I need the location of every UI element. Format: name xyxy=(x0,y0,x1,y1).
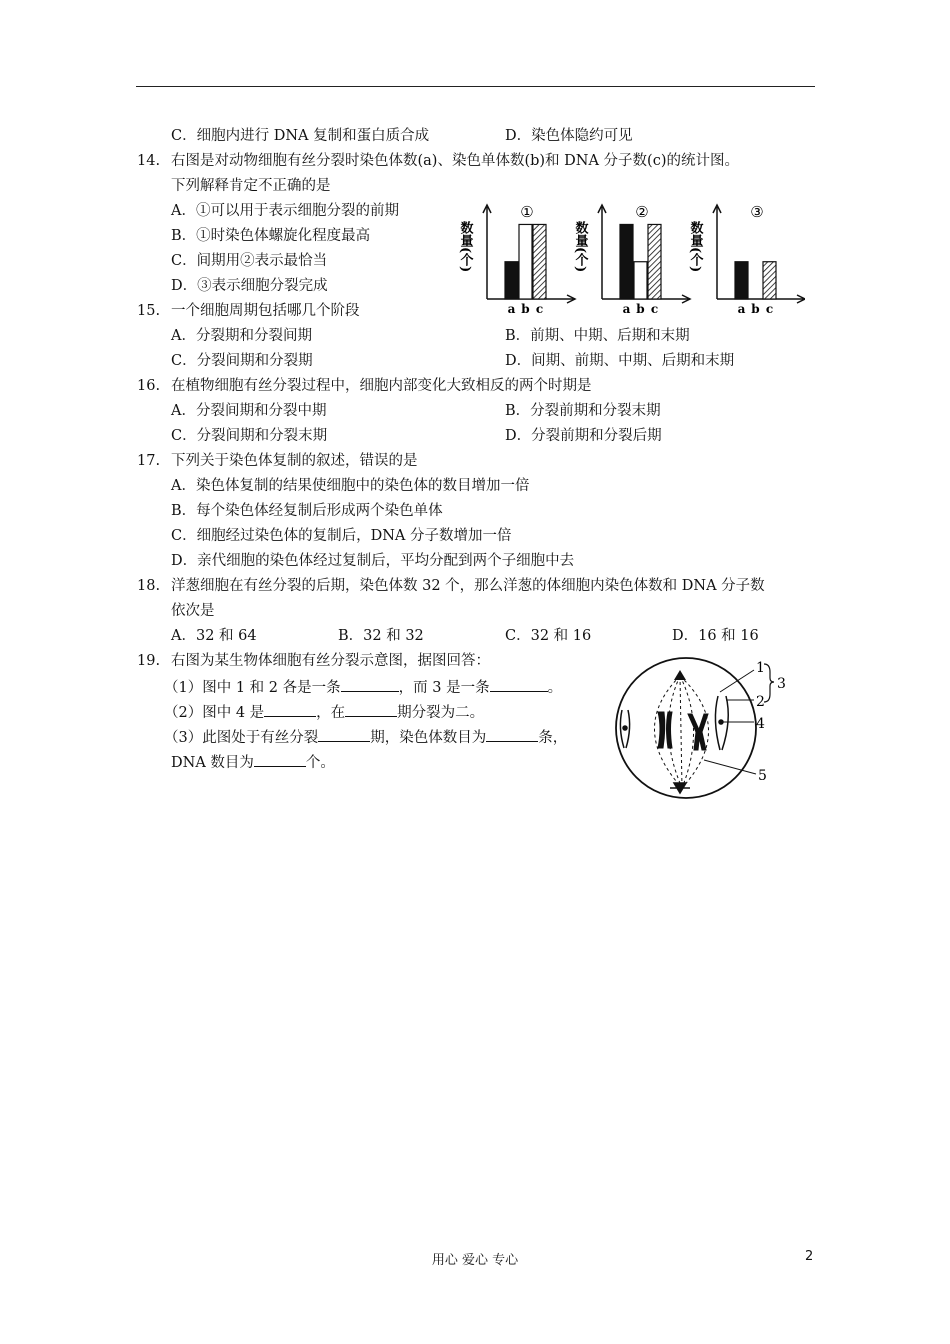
q19-stem: 右图为某生物体细胞有丝分裂示意图，据图回答： xyxy=(171,653,490,669)
q15-option-a: A．分裂期和分裂间期 xyxy=(171,328,312,344)
q19-part3-text-c: 条， xyxy=(538,730,568,746)
q19-blank-2[interactable] xyxy=(490,676,548,692)
q19-part1-text-b: ，而 3 是一条 xyxy=(398,680,490,696)
chart-1-bar-a xyxy=(505,262,518,299)
page-footer: 用心 爱心 专心 xyxy=(431,1253,519,1268)
chart-2-bar-b xyxy=(634,262,647,299)
chart-3-bar-a xyxy=(735,262,748,299)
q18-number: 18. xyxy=(137,578,161,594)
q19-part2-text-c: 期分裂为二。 xyxy=(397,705,485,721)
chart-3-title: ③ xyxy=(750,203,764,221)
q14-option-d: D．③表示细胞分裂完成 xyxy=(171,278,328,294)
q16-stem: 在植物细胞有丝分裂过程中，细胞内部变化大致相反的两个时期是 xyxy=(171,378,592,394)
q14-stem-line1: 右图是对动物细胞有丝分裂时染色体数(a)、染色单体数(b)和 DNA 分子数(c)的统计图。 xyxy=(171,153,739,169)
q19-part3-text-b: 期，染色体数目为 xyxy=(370,730,487,746)
q19-number: 19. xyxy=(137,653,161,669)
q19-blank-5[interactable] xyxy=(318,726,370,742)
q19-part2 xyxy=(164,701,484,723)
chart-1-tick-a: a xyxy=(507,302,516,316)
chart-3-bar-c xyxy=(763,262,776,299)
q15-option-c: C．分裂间期和分裂期 xyxy=(171,353,313,369)
chromosome-mid-left[interactable] xyxy=(658,712,672,748)
q14-bar-charts xyxy=(455,195,805,320)
q19-part1 xyxy=(164,676,562,698)
chart-2-bar-a xyxy=(620,224,633,299)
q19-part3-text-a: （3）此图处于有丝分裂 xyxy=(164,730,319,746)
chromosome-mid-right xyxy=(688,714,708,750)
chart-2-tick-a: a xyxy=(622,302,631,316)
q19-blank-1[interactable] xyxy=(341,676,399,692)
q18-option-c: C．32 和 16 xyxy=(505,628,592,644)
q13-option-c: C．细胞内进行 DNA 复制和蛋白质合成 xyxy=(171,128,430,144)
q16-option-c: C．分裂间期和分裂末期 xyxy=(171,428,328,444)
q19-part2-text-a: （2）图中 4 是 xyxy=(164,705,265,721)
q14-option-b: B．①时染色体螺旋化程度最高 xyxy=(171,228,371,244)
chart-2-bar-c xyxy=(648,224,661,299)
centrosome-bottom xyxy=(670,783,690,793)
q19-part4-text-a: DNA 数目为 xyxy=(171,755,254,771)
chart-3-tick-a: a xyxy=(737,302,746,316)
chart-2-ylabel: 数量(个) xyxy=(572,221,588,273)
q19-blank-6[interactable] xyxy=(486,726,538,742)
label-4: 4 xyxy=(756,716,765,732)
q13-option-d: D．染色体隐约可见 xyxy=(505,128,633,144)
chart-1-bar-b xyxy=(519,224,532,299)
q19-part2-text-b: ，在 xyxy=(316,705,346,721)
chart-3-ylabel: 数量(个) xyxy=(687,221,703,273)
chart-1-ylabel: 数量(个) xyxy=(457,221,473,273)
chart-2-tick-b: b xyxy=(636,302,645,316)
q17-option-c: C．细胞经过染色体的复制后，DNA 分子数增加一倍 xyxy=(171,528,512,544)
q17-stem: 下列关于染色体复制的叙述，错误的是 xyxy=(171,453,418,469)
chromosome-left xyxy=(620,710,629,748)
q18-option-b: B．32 和 32 xyxy=(338,628,424,644)
q17-option-b: B．每个染色体经复制后形成两个染色单体 xyxy=(171,503,443,519)
centrosome-top xyxy=(674,670,686,680)
q18-option-a: A．32 和 64 xyxy=(171,628,257,644)
brace-3 xyxy=(764,664,774,702)
q19-part3 xyxy=(164,726,567,748)
q19-cell-division-diagram xyxy=(608,650,808,802)
q19-blank-7[interactable] xyxy=(254,751,306,767)
q18-option-d: D．16 和 16 xyxy=(672,628,759,644)
q16-option-a: A．分裂间期和分裂中期 xyxy=(171,403,327,419)
q16-option-d: D．分裂前期和分裂后期 xyxy=(505,428,662,444)
q14-option-a: A．①可以用于表示细胞分裂的前期 xyxy=(171,203,399,219)
chromosome-right xyxy=(715,696,728,750)
label-1: 1 xyxy=(756,660,765,676)
q14-stem-line2: 下列解释肯定不正确的是 xyxy=(171,178,331,194)
q18-stem-line1: 洋葱细胞在有丝分裂的后期，染色体数 32 个，那么洋葱的体细胞内染色体数和 DNA 分子数 xyxy=(171,578,765,594)
q16-option-b: B．分裂前期和分裂末期 xyxy=(505,403,661,419)
q19-part4 xyxy=(171,751,335,773)
chart-3-tick-c: c xyxy=(765,302,774,316)
label-5: 5 xyxy=(758,768,767,784)
q17-option-a: A．染色体复制的结果使细胞中的染色体的数目增加一倍 xyxy=(171,478,530,494)
q15-stem: 一个细胞周期包括哪几个阶段 xyxy=(171,303,360,319)
q17-option-d: D．亲代细胞的染色体经过复制后，平均分配到两个子细胞中去 xyxy=(171,553,575,569)
label-3: 3 xyxy=(777,676,786,692)
label-2: 2 xyxy=(756,694,765,710)
q17-number: 17. xyxy=(137,453,161,469)
q15-number: 15. xyxy=(137,303,161,319)
q18-stem-line2: 依次是 xyxy=(171,603,215,619)
chart-2-title: ② xyxy=(635,203,649,221)
q16-number: 16. xyxy=(137,378,161,394)
q15-option-b: B．前期、中期、后期和末期 xyxy=(505,328,690,344)
q19-part4-text-b: 个。 xyxy=(305,755,335,771)
q14-number: 14. xyxy=(137,153,161,169)
q19-part1-text-c: 。 xyxy=(547,680,563,696)
header-rule xyxy=(136,86,815,87)
chart-1-title: ① xyxy=(520,203,534,221)
chart-1-tick-b: b xyxy=(521,302,530,316)
chart-2-tick-c: c xyxy=(650,302,659,316)
chart-1-tick-c: c xyxy=(535,302,544,316)
q14-option-c: C．间期用②表示最恰当 xyxy=(171,253,328,269)
q15-option-d: D．间期、前期、中期、后期和末期 xyxy=(505,353,735,369)
page-number: 2 xyxy=(805,1249,814,1264)
q19-blank-4[interactable] xyxy=(345,701,397,717)
q19-part1-text-a: （1）图中 1 和 2 各是一条 xyxy=(164,680,341,696)
chart-3-tick-b: b xyxy=(751,302,760,316)
chart-1-bar-c xyxy=(533,224,546,299)
q19-blank-3[interactable] xyxy=(264,701,316,717)
